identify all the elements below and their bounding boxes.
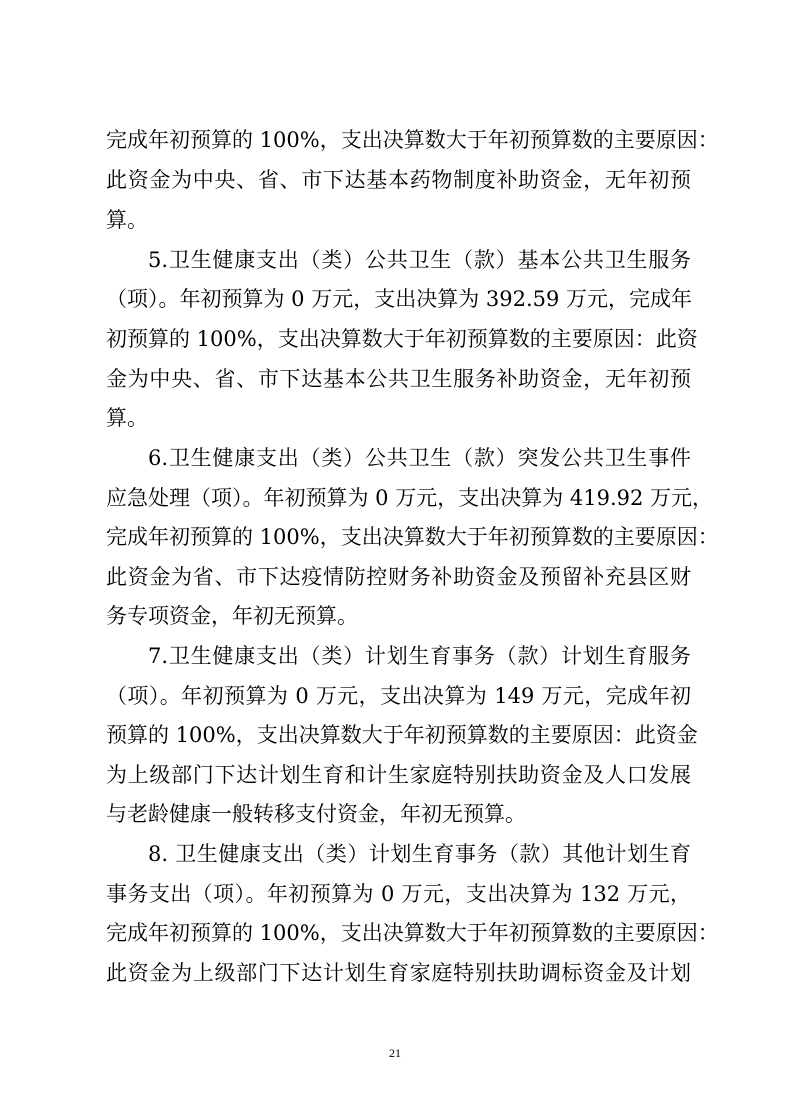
text-line: 8. 卫生健康支出（类）计划生育事务（款）其他计划生育 bbox=[148, 842, 691, 866]
page-number: 21 bbox=[389, 1046, 401, 1060]
text-line: 初预算的 100%，支出决算数大于年初预算数的主要原因：此资 bbox=[106, 327, 698, 351]
text-line: 完成年初预算的 100%，支出决算数大于年初预算数的主要原因： bbox=[106, 525, 719, 549]
text-line: 为上级部门下达计划生育和计生家庭特别扶助资金及人口发展 bbox=[106, 763, 691, 787]
text-line: 算。 bbox=[106, 406, 148, 430]
text-line: 此资金为省、市下达疫情防控财务补助资金及预留补充县区财 bbox=[106, 565, 691, 589]
text-line: 务专项资金，年初无预算。 bbox=[106, 604, 358, 628]
text-line: （项）。年初预算为 0 万元，支出决算为 392.59 万元，完成年 bbox=[106, 287, 693, 311]
text-line: 算。 bbox=[106, 208, 148, 232]
text-line: 此资金为上级部门下达计划生育家庭特别扶助调标资金及计划 bbox=[106, 961, 691, 985]
text-line: 7.卫生健康支出（类）计划生育事务（款）计划生育服务 bbox=[148, 644, 691, 668]
text-line: 5.卫生健康支出（类）公共卫生（款）基本公共卫生服务 bbox=[148, 248, 691, 272]
text-line: 与老龄健康一般转移支付资金，年初无预算。 bbox=[106, 802, 526, 826]
text-line: 事务支出（项）。年初预算为 0 万元，支出决算为 132 万元， bbox=[106, 882, 691, 906]
text-line: 6.卫生健康支出（类）公共卫生（款）突发公共卫生事件 bbox=[148, 446, 691, 470]
text-line: 此资金为中央、省、市下达基本药物制度补助资金，无年初预 bbox=[106, 168, 691, 192]
text-line: 完成年初预算的 100%，支出决算数大于年初预算数的主要原因： bbox=[106, 128, 719, 152]
text-line: （项）。年初预算为 0 万元，支出决算为 149 万元，完成年初 bbox=[106, 684, 691, 708]
text-line: 金为中央、省、市下达基本公共卫生服务补助资金，无年初预 bbox=[106, 367, 691, 391]
text-line: 应急处理（项）。年初预算为 0 万元，支出决算为 419.92 万元， bbox=[106, 486, 714, 510]
text-line: 预算的 100%，支出决算数大于年初预算数的主要原因：此资金 bbox=[106, 723, 698, 747]
text-line: 完成年初预算的 100%，支出决算数大于年初预算数的主要原因： bbox=[106, 921, 719, 945]
